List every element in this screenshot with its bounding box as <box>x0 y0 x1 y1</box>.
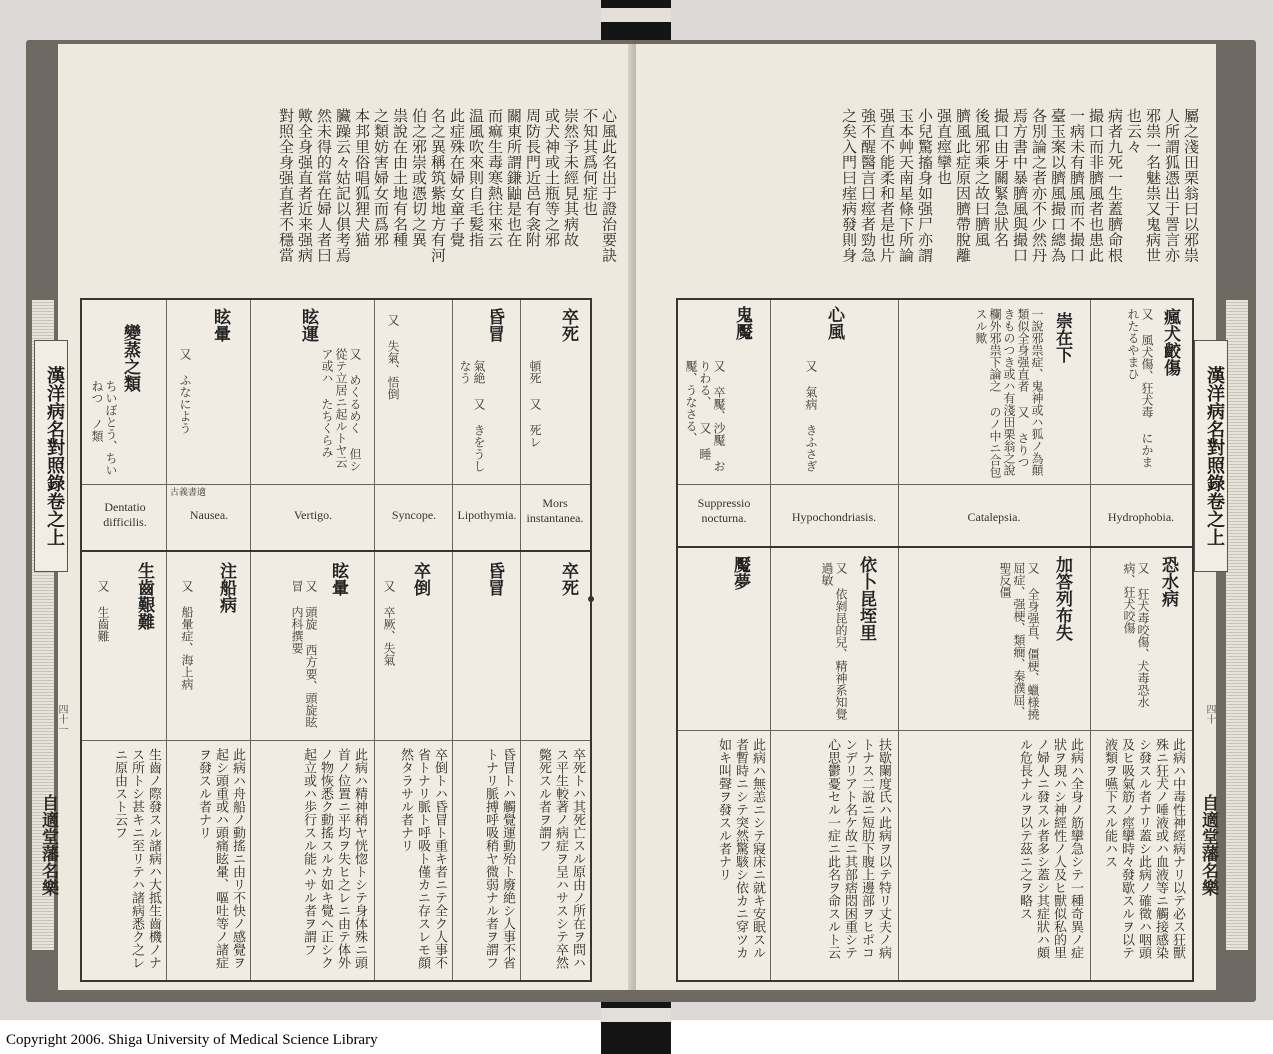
reading: 頓死 又 死レ <box>528 360 542 448</box>
table-row-divider <box>82 740 590 741</box>
headword: 崇在下 <box>1052 312 1072 363</box>
latin-term: Hypochondriasis. <box>791 510 877 524</box>
description: 卒死トハ其死亡スル原由ノ所在ヲ問ハス平生較著ノ病症ヲ呈ハサスシテ卒然斃死スル者ヲ謂フ <box>536 748 585 969</box>
left-side-label: 自適堂藩名樂 <box>38 794 58 896</box>
text-column: 名之異稱筑紫地方有河 <box>429 108 447 263</box>
text-column: 而痲生毒寒熱往來云 <box>486 108 504 248</box>
lower-term: 昏冒 <box>484 562 504 596</box>
reading: 又 ふなによう <box>178 348 192 434</box>
table-col-divider <box>452 300 453 980</box>
headword: 眩暈 <box>210 308 230 342</box>
right-page <box>636 44 1225 990</box>
latin-term: Mors instantanea. <box>526 496 584 525</box>
latin-term: Hydrophobia. <box>1107 510 1175 524</box>
headword: 眩運 <box>298 308 318 342</box>
text-column: 關東所謂鎌鼬是也在 <box>505 108 523 248</box>
text-column: 温風吹來則自毛髪指 <box>467 108 485 248</box>
text-column: 臺玉案以臍風撮口總為 <box>1049 108 1067 263</box>
lower-term: 加答列布失 <box>1052 556 1072 641</box>
text-column: 強不醒醫言曰痙者勁急 <box>859 108 877 263</box>
table-row-divider <box>678 546 1192 548</box>
reading: 又 失氣、悟倒 <box>386 314 400 400</box>
table-row-divider <box>678 484 1192 485</box>
latin-term: Vertigo. <box>293 508 333 522</box>
right-running-title: 漢洋病名對照錄卷之上 <box>1194 340 1228 572</box>
description: 昏冒トハ觸覺運動殆ト廢絶シ人事不省トナリ脈搏呼吸稍ヤ微弱ナル者ヲ謂フ <box>483 748 515 969</box>
text-column: 伯之邪崇或憑切之異 <box>410 108 428 248</box>
description: 此病ハ無恙ニシテ寢床ニ就キ安眠スル者暫時ニシテ突然驚駭シ依カニ穿ツカ如キ叫聲ヲ發スル者ナリ <box>716 738 765 959</box>
text-column: 焉方書中暴臍風與撮口 <box>1011 108 1029 263</box>
text-column: 周防長門近邑有衾附 <box>524 108 542 248</box>
table-col-divider <box>770 300 771 980</box>
text-column: 臍風此症原因臍帶脫離 <box>954 108 972 263</box>
left-folio: 四十一 <box>56 704 67 734</box>
reading: 又 めくるめく 但シ從テ立居ニ起ルトヤ云ア或ハ たちくらみ <box>320 348 362 472</box>
text-column: 歟全身强直者近来强病 <box>296 108 314 263</box>
text-column: 不知其爲何症也 <box>581 108 599 217</box>
text-column: 然未得的當在婦人者曰 <box>315 108 333 263</box>
headword: 心風 <box>824 306 844 340</box>
text-column: 後風邪乘之故曰臍風 <box>973 108 991 248</box>
lower-reading: 又 船暈症、海上病 <box>180 580 194 690</box>
text-column: 崇然予未經見其病故 <box>562 108 580 248</box>
table-row-divider <box>82 550 590 552</box>
table-col-divider <box>898 300 899 980</box>
description: 此病ハ舟船ノ動搖ニ由リ不快ノ感覺ヲ起シ頭重或ハ頭痛眩暈、嘔吐等ノ諸症ヲ發スル者ナリ <box>196 748 245 969</box>
text-column: 一病未有臍風而不撮口 <box>1068 108 1086 263</box>
text-column: 對照全身强直者不穩當 <box>277 108 295 263</box>
ink-spot <box>588 596 594 602</box>
table-row-divider <box>82 484 590 485</box>
latin-term: Dentatio difficilis. <box>103 500 147 529</box>
text-column: 祟說在由土地有名種 <box>391 108 409 248</box>
text-column: 各別論之者亦不少然丹 <box>1030 108 1048 263</box>
text-column: 强直不能柔和者是也片 <box>878 108 896 263</box>
latin-term: Lipothymia. <box>457 508 517 522</box>
lower-reading: 又 狂犬毒咬傷、犬毒恐水病、狂犬咬傷 <box>1122 562 1150 708</box>
right-table <box>676 298 1194 982</box>
left-page <box>38 44 634 990</box>
description: 此病ハ全身ノ筋攣急シテ一種奇異ノ症狀ヲ現ハシ神經性ノ人及ヒ獸似私的里ノ婦人ニ發スル者多シ蓋シ其症狀ハ頗ル危長ナルヲ以テ茲ニ之ヲ略ス <box>1017 738 1083 959</box>
latin-term: Nausea. <box>189 508 229 522</box>
right-side-label: 自適堂藩名樂 <box>1198 794 1218 896</box>
text-column: 邪祟一名魅祟又鬼病世 <box>1144 108 1162 263</box>
lower-reading: 又 頭旋 西方要、頭旋眩 冒 内科撰要 <box>290 580 318 728</box>
lower-reading: 又 依剝昆的兒、精神系知覺過敏 <box>820 562 848 720</box>
lower-reading: 又 卒厥、失氣 <box>382 580 396 666</box>
lower-term: 魘夢 <box>730 556 750 590</box>
table-col-divider <box>250 300 251 980</box>
headword: 變蒸之類 <box>120 324 140 392</box>
copyright-notice: Copyright 2006. Shiga University of Medical Science Library <box>6 1032 378 1048</box>
right-page-edges <box>1226 300 1248 950</box>
text-column: 之類妨害婦女而爲邪 <box>372 108 390 248</box>
text-column: 或犬神或土瓶等之邪 <box>543 108 561 248</box>
latin-term: Syncope. <box>391 508 437 522</box>
text-column: 小兒驚搐身如强尸亦謂 <box>916 108 934 263</box>
left-running-title: 漢洋病名對照錄卷之上 <box>34 340 68 572</box>
text-column: 心風此名出于證治要訣 <box>600 108 618 263</box>
text-column: 撮口由牙關緊急狀名 <box>992 108 1010 248</box>
lower-term: 注船病 <box>216 562 236 613</box>
text-column: 臟躁云々姑記以俱考焉 <box>334 108 352 263</box>
lower-term: 卒倒 <box>410 562 430 596</box>
strap-band <box>601 1008 671 1022</box>
lower-reading: 又 生齒難 <box>96 580 110 642</box>
table-col-divider <box>520 300 521 980</box>
description: 扶歇闌度氏ハ此病ヲ以テ特リ丈夫ノ病トナス二說ニ短肋下腹上邊部ヲヒポコンデリアト名ケ故ニ其部痞悶困重シテ心思鬱憂セル一症ニ此名ヲ命スルト云 <box>825 738 891 959</box>
strap-band <box>601 8 671 22</box>
latin-term: Catalepsia. <box>967 510 1021 524</box>
description: 卒倒トハ昏冒ト重キ者ニテ全ク人事不省トナリ脈ト呼吸ト僅カニ存スレモ顔然タラサル者ナリ <box>398 748 447 969</box>
text-column: 病者九死一生蓋臍命根 <box>1106 108 1124 263</box>
text-column: 本邦里俗唱狐狸犬猫 <box>353 108 371 248</box>
reading: 氣絶 又 きをうしなう <box>458 360 486 472</box>
text-column: 之矣入門曰痓病發則身 <box>840 108 858 263</box>
lower-reading: 又 全身强直、僵梗、蠟様撓屈症、强梗、類癇、秦濮屈、聖反僵 <box>998 562 1040 720</box>
lower-term: 依卜昆垤里 <box>856 556 876 641</box>
lower-term: 恐水病 <box>1158 556 1178 607</box>
reading: 又 風犬傷、狂犬毒 にかまれたるやまひ <box>1126 308 1154 468</box>
text-column: 人所謂狐憑出于詈言亦 <box>1163 108 1181 263</box>
text-column: 玉本艸天南星條下所論 <box>897 108 915 263</box>
lower-term: 眩暈 <box>328 562 348 596</box>
right-folio: 四十 <box>1204 704 1215 724</box>
text-column: 也云々 <box>1125 108 1143 155</box>
description: 此病ハ精神稍ヤ恍惚トシテ身体殊ニ頭首ノ位置ニ平均ヲ失ヒ之レニ由テ体外ノ物恢悉ク動搖スルカ如キ覺ヘ正シク起立或ハ歩行スル能ハサル者ヲ謂フ <box>301 748 367 969</box>
text-column: 撮口而非臍風者也患此 <box>1087 108 1105 263</box>
table-row-divider <box>678 730 1192 731</box>
description: 生齒ノ際發スル諸病ハ大抵生齒機ノナス所トシ甚キニ至リテハ諸病悉ク之レニ原由スト云フ <box>112 748 161 969</box>
reading: 又 氣病 きふさぎ <box>804 360 818 472</box>
headword: 昏冒 <box>484 308 504 342</box>
headword: 卒死 <box>558 308 578 342</box>
table-col-divider <box>166 300 167 980</box>
text-column: 屬之淺田栗翁曰以邪祟 <box>1182 108 1200 263</box>
text-column: 强直痙攣也 <box>935 108 953 186</box>
latin-term: Suppressio nocturna. <box>697 496 751 525</box>
table-col-divider <box>374 300 375 980</box>
latin-note: 古義書適 <box>170 488 207 498</box>
description: 此病ハ中毒性神經病ナリ以テ必ス狂獸殊ニ狂犬ノ唾液或ハ血液等ニ觸接感染シ發スル者ナリ蓋シ此病ノ確徵ハ咽頭及ヒ吸氣筋ノ痙攣時々發歇スルヲ以テ液類ヲ嚥下スル能ハス <box>1102 738 1185 959</box>
lower-term: 卒死 <box>558 562 578 596</box>
reading: ちいぼとう、ちいねつ ノ類 <box>90 380 118 476</box>
text-column: 此症殊在婦女童子覺 <box>448 108 466 248</box>
lower-term: 生齒艱難 <box>134 562 154 630</box>
reading: 一說邪祟症、鬼神或ハ狐ノ為顛類似全身强直者 又 さりつきものつき或ハ有淺田栗翁之說欄外邪祟下論之 のノ中ニ合包スル歟 <box>974 308 1044 478</box>
headword: 鬼魘 <box>732 306 752 340</box>
reading: 又 卒魘、沙魘 おりわる、 又 睡魘、うなさる、 <box>684 360 726 472</box>
headword: 瘋犬齩傷 <box>1160 308 1180 376</box>
left-table <box>80 298 592 982</box>
table-col-divider <box>1090 300 1091 980</box>
